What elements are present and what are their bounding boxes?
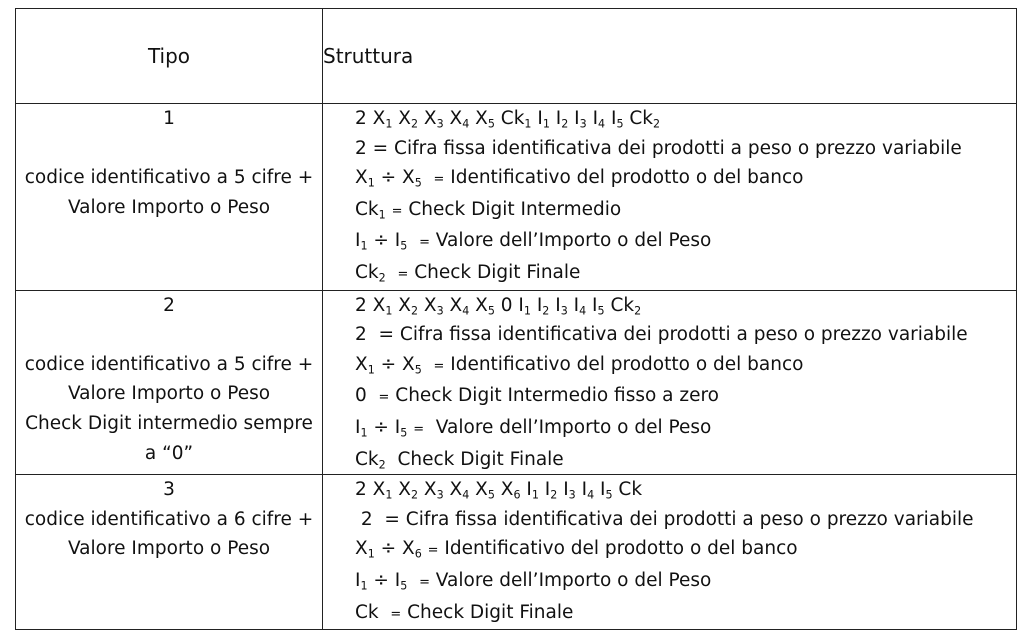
text-segment: = — [397, 266, 409, 282]
text-segment: Valore dell’Importo o del Peso — [429, 230, 712, 252]
text-segment: Ck — [604, 294, 635, 316]
text-segment: Valore dell’Importo o del Peso — [424, 416, 712, 438]
tipo-description-line: Valore Importo o Peso — [67, 196, 271, 218]
text-segment: 2 — [653, 117, 661, 131]
text-segment: I — [530, 294, 543, 316]
tipo-description-line: Valore Importo o Peso — [67, 383, 271, 405]
text-segment: 1 — [360, 579, 368, 593]
text-segment: 2 — [410, 117, 419, 131]
structure-line — [355, 505, 1016, 535]
text-segment: = — [433, 358, 445, 374]
text-segment: 5 — [597, 303, 605, 317]
text-segment: Check Digit Intermedio fisso a zero — [389, 385, 720, 407]
text-segment: Check Digit Finale — [408, 261, 581, 283]
text-segment: 5 — [605, 488, 613, 502]
text-segment: 1 — [360, 426, 368, 440]
text-segment: = — [427, 543, 439, 559]
text-segment: Check Digit Intermedio — [402, 198, 622, 220]
text-segment: 5 — [400, 579, 408, 593]
text-segment: I — [575, 479, 588, 501]
text-segment: X — [443, 294, 463, 316]
text-segment: ÷ X — [374, 167, 415, 189]
text-segment — [422, 354, 434, 375]
text-segment: 4 — [462, 303, 470, 317]
text-segment: X — [418, 294, 437, 316]
text-segment: Identificativo del prodotto o del banco — [438, 538, 798, 560]
text-segment: X — [355, 538, 368, 560]
text-segment: Identificativo del prodotto o del banco — [444, 167, 804, 189]
text-segment: 2 — [378, 457, 386, 471]
text-segment: 2 X — [355, 294, 386, 316]
table-body — [16, 104, 1017, 630]
text-segment: 2 = Cifra fissa identificativa dei prodotti a peso o prezzo variabile — [355, 508, 974, 530]
structure-cell — [323, 104, 1017, 291]
text-segment: 1 — [385, 488, 393, 502]
text-segment: 4 — [462, 117, 470, 131]
text-segment: 3 — [568, 488, 576, 502]
text-segment: I — [605, 108, 617, 129]
text-segment: 1 — [523, 303, 531, 317]
text-segment: 1 — [524, 117, 532, 131]
structure-line — [355, 350, 1016, 382]
text-segment: 5 — [400, 426, 408, 440]
text-segment: 1 — [367, 363, 375, 377]
text-segment: 3 — [436, 117, 444, 131]
header-tipo: Tipo — [16, 9, 323, 104]
tipo-number: 2 — [163, 294, 175, 316]
text-segment: X — [494, 479, 514, 501]
text-segment: 1 — [542, 117, 550, 131]
text-segment: ÷ X — [374, 353, 415, 375]
text-segment: I — [586, 108, 599, 129]
structure-line — [355, 163, 1016, 195]
text-segment: X — [443, 108, 463, 129]
text-segment: 3 — [560, 303, 568, 317]
tipo-number: 1 — [163, 108, 175, 129]
text-segment: I — [520, 479, 532, 501]
text-segment: 2 — [561, 117, 569, 131]
table-row — [16, 104, 1017, 291]
text-segment: ÷ I — [367, 230, 401, 252]
text-segment: I — [531, 108, 543, 129]
text-segment: = — [390, 606, 402, 622]
text-segment: X — [469, 108, 488, 129]
text-segment: Ck — [355, 448, 379, 470]
structure-line — [355, 598, 1016, 630]
text-segment: 0 I — [494, 294, 524, 316]
text-segment — [422, 167, 434, 188]
text-segment: X — [392, 294, 411, 316]
text-segment: 5 — [414, 176, 422, 190]
structure-cell — [323, 475, 1017, 630]
text-segment: = — [433, 172, 445, 188]
text-segment: Check Digit Finale — [385, 448, 564, 470]
tipo-cell — [16, 475, 323, 630]
text-segment: 1 — [385, 117, 393, 131]
text-segment: X — [469, 294, 488, 316]
text-segment — [386, 262, 398, 283]
text-segment: = — [391, 203, 403, 219]
tipo-cell — [16, 290, 323, 475]
structure-formula — [355, 475, 1016, 505]
text-segment: 2 = Cifra fissa identificativa dei prodotti a peso o prezzo variabile — [355, 324, 968, 346]
text-segment: 5 — [400, 239, 408, 253]
tipo-description-line: Valore Importo o Peso — [67, 538, 271, 560]
text-segment: Valore dell’Importo o del Peso — [429, 569, 712, 591]
text-segment: I — [355, 416, 361, 438]
structure-line — [355, 413, 1016, 445]
text-segment: 2 — [410, 303, 419, 317]
text-segment: = — [378, 390, 390, 406]
text-segment: Ck — [355, 601, 391, 623]
text-segment: Ck — [355, 198, 379, 220]
structure-line — [355, 534, 1016, 566]
text-segment: 3 — [436, 488, 444, 502]
text-segment: X — [392, 108, 411, 129]
text-segment: 5 — [616, 117, 624, 131]
text-segment: 1 — [360, 239, 368, 253]
text-segment: I — [568, 108, 580, 129]
text-segment: I — [549, 294, 561, 316]
text-segment — [407, 230, 419, 251]
structure-line — [355, 381, 1016, 413]
tipo-description-line: a “0” — [144, 442, 194, 464]
text-segment: 4 — [587, 488, 595, 502]
text-segment: X — [418, 108, 437, 129]
text-segment: X — [443, 479, 463, 501]
text-segment: 2 — [410, 488, 419, 502]
text-segment: Ck — [623, 108, 654, 129]
text-segment: X — [392, 479, 411, 501]
tipo-description-line: codice identificativo a 5 cifre + — [24, 353, 314, 375]
spacer — [16, 320, 322, 350]
text-segment: Ck — [612, 479, 643, 501]
structure-line — [355, 134, 1016, 164]
text-segment: I — [538, 479, 551, 501]
header-row — [16, 9, 1017, 104]
text-segment: Ck — [494, 108, 525, 129]
text-segment: I — [594, 479, 606, 501]
structure-line — [355, 320, 1016, 350]
structure-line — [355, 445, 1016, 475]
structure-line — [355, 566, 1016, 598]
text-segment: 4 — [598, 117, 606, 131]
text-segment: ÷ I — [367, 569, 401, 591]
text-segment: I — [355, 569, 361, 591]
text-segment: 1 — [385, 303, 393, 317]
text-segment: 4 — [579, 303, 587, 317]
text-segment: 2 — [542, 303, 550, 317]
text-segment: 6 — [513, 488, 521, 502]
text-segment: 0 — [355, 385, 379, 407]
text-segment: Check Digit Finale — [401, 601, 574, 623]
text-segment: X — [469, 479, 488, 501]
spacer — [16, 134, 322, 164]
text-segment: X — [418, 479, 437, 501]
text-segment: I — [549, 108, 562, 129]
structure-formula — [355, 291, 1016, 321]
text-segment: 1 — [367, 547, 375, 561]
text-segment — [407, 570, 419, 591]
text-segment: 6 — [414, 547, 422, 561]
text-segment: 1 — [378, 208, 386, 222]
structure-line — [355, 195, 1016, 227]
text-segment: 4 — [462, 488, 470, 502]
text-segment: 2 — [378, 271, 386, 285]
tipo-number: 3 — [163, 479, 175, 501]
text-segment: I — [567, 294, 580, 316]
text-segment: I — [557, 479, 569, 501]
text-segment: I — [586, 294, 598, 316]
text-segment: = — [413, 421, 425, 437]
structure-cell — [323, 290, 1017, 475]
text-segment: 1 — [367, 176, 375, 190]
text-segment: 2 X — [355, 108, 386, 129]
structure-line — [355, 226, 1016, 258]
text-segment: 2 — [550, 488, 558, 502]
text-segment: 3 — [436, 303, 444, 317]
tipo-description-line: Check Digit intermedio sempre — [25, 412, 313, 434]
text-segment: X — [355, 167, 368, 189]
structure-line — [355, 258, 1016, 290]
text-segment: 2 = Cifra fissa identificativa dei prodotti a peso o prezzo variabile — [355, 137, 962, 159]
text-segment: = — [419, 574, 430, 590]
text-segment: I — [355, 230, 361, 252]
structure-table — [15, 8, 1017, 630]
text-segment: ÷ X — [374, 538, 415, 560]
tipo-description-line: codice identificativo a 5 cifre + — [24, 167, 314, 189]
text-segment: 1 — [531, 488, 539, 502]
tipo-description-line: codice identificativo a 6 cifre + — [24, 508, 314, 530]
text-segment: ÷ I — [367, 416, 401, 438]
text-segment: = — [419, 235, 430, 251]
table-row — [16, 290, 1017, 475]
text-segment: 2 — [634, 303, 642, 317]
tipo-cell — [16, 104, 323, 291]
text-segment: 5 — [487, 488, 495, 502]
header-struttura: Struttura — [323, 9, 1017, 104]
text-segment: X — [355, 353, 368, 375]
structure-formula — [355, 104, 1016, 134]
table-row — [16, 475, 1017, 630]
text-segment: 5 — [487, 117, 495, 131]
text-segment: 5 — [487, 303, 495, 317]
text-segment: Identificativo del prodotto o del banco — [444, 353, 804, 375]
text-segment: 3 — [579, 117, 587, 131]
text-segment: 2 X — [355, 479, 386, 501]
text-segment: 5 — [414, 363, 422, 377]
text-segment: Ck — [355, 261, 379, 283]
